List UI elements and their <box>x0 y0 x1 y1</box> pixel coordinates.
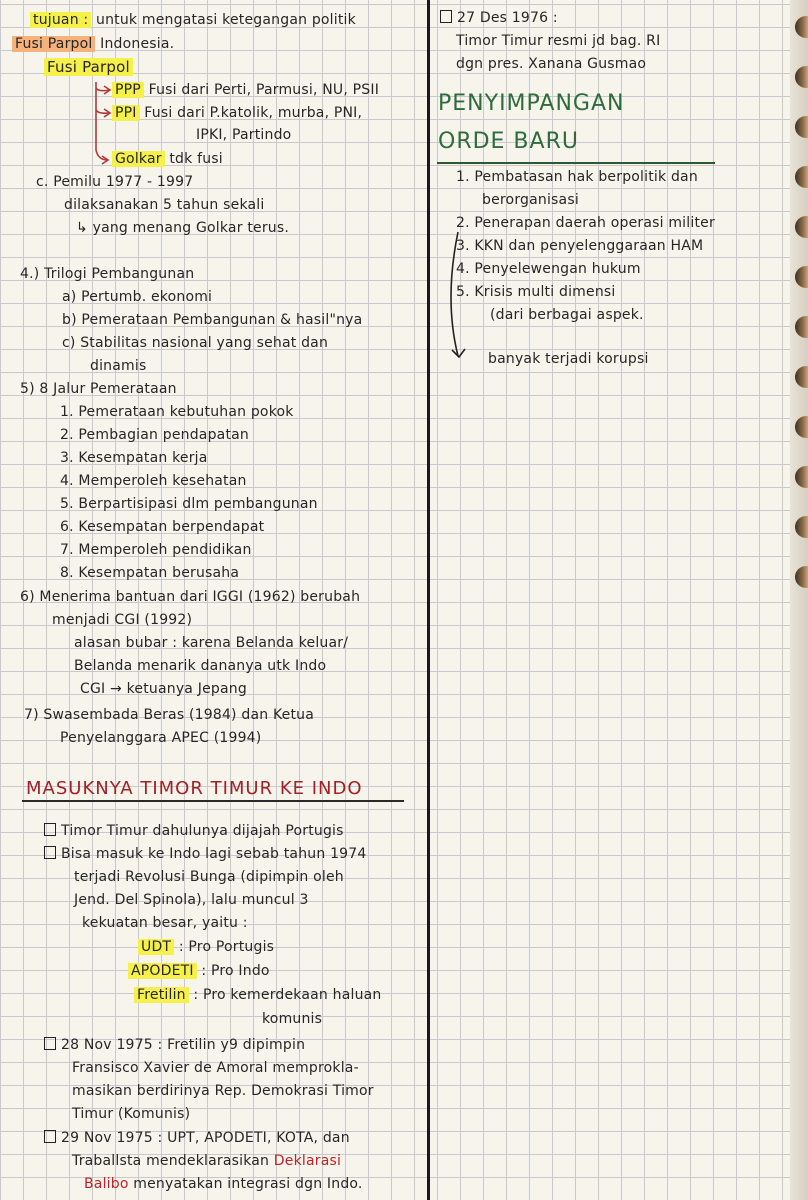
bantuan-line-4: Belanda menarik dananya utk Indo <box>74 658 327 674</box>
nov29-line-2: Traballsta mendeklarasikan Deklarasi <box>72 1153 342 1169</box>
bantuan-line-5: CGI → ketuanya Jepang <box>80 681 247 697</box>
bantuan-line-1: 6) Menerima bantuan dari IGGI (1962) berubah <box>20 589 361 605</box>
udt-label: UDT <box>138 939 174 955</box>
checkbox-icon <box>44 823 56 836</box>
timor-item-2-cont: kekuatan besar, yaitu : <box>82 915 248 931</box>
nov29-line-3: Balibo menyatakan integrasi dgn Indo. <box>84 1176 363 1192</box>
trilogi-item: c) Stabilitas nasional yang sehat dan <box>62 335 329 351</box>
golkar-text: tdk fusi <box>169 151 223 167</box>
des27-item: 27 Des 1976 : <box>440 9 558 27</box>
nov28-cont: Timur (Komunis) <box>72 1106 191 1122</box>
jalur-item: 7. Memperoleh pendidikan <box>60 542 252 558</box>
fretilin-text: : Pro kemerdekaan haluan <box>193 987 382 1003</box>
swasembada-line-2: Penyelanggara APEC (1994) <box>60 730 262 746</box>
trilogi-item: a) Pertumb. ekonomi <box>62 289 213 305</box>
penyimpangan-title: PENYIMPANGAN <box>438 91 625 116</box>
bantuan-line-2: menjadi CGI (1992) <box>52 612 193 628</box>
apodeti-label: APODETI <box>128 963 197 979</box>
golkar-label: Golkar <box>112 151 165 167</box>
penyimpangan-item: 4. Penyelewengan hukum <box>456 261 641 277</box>
fusi-heading: Fusi Parpol <box>44 58 133 76</box>
fretilin-line <box>134 986 382 1004</box>
penyimpangan-item: 5. Krisis multi dimensi <box>456 284 616 300</box>
pemilu-line-2: dilaksanakan 5 tahun sekali <box>64 197 265 213</box>
nov29-item: 29 Nov 1975 : UPT, APODETI, KOTA, dan <box>44 1129 350 1147</box>
pemilu-line-3: ↳ yang menang Golkar terus. <box>76 220 289 236</box>
timor-section-title: MASUKNYA TIMOR TIMUR KE INDO <box>26 778 363 799</box>
ppp-label: PPP <box>112 82 144 98</box>
timor-item-2-cont: terjadi Revolusi Bunga (dipimpin oleh <box>74 869 344 885</box>
penyimpangan-item: 1. Pembatasan hak berpolitik dan <box>456 169 698 185</box>
jalur-item: 3. Kesempatan kerja <box>60 450 208 466</box>
apodeti-text: : Pro Indo <box>201 963 270 979</box>
checkbox-icon <box>440 10 452 23</box>
balibo-text: Balibo <box>84 1176 129 1192</box>
des27-cont: Timor Timur resmi jd bag. RI <box>456 33 661 49</box>
fretilin-label: Fretilin <box>134 987 189 1003</box>
tujuan-text: untuk mengatasi ketegangan politik <box>96 12 356 28</box>
deklarasi-text: Deklarasi <box>273 1153 342 1169</box>
ppp-line <box>112 81 379 99</box>
trilogi-title: 4.) Trilogi Pembangunan <box>20 266 195 282</box>
jalur-title: 5) 8 Jalur Pemerataan <box>20 381 177 397</box>
timor-item-2-cont: Jend. Del Spinola), lalu muncul 3 <box>74 892 309 908</box>
nov28-cont: masikan berdirinya Rep. Demokrasi Timor <box>72 1083 374 1099</box>
checkbox-icon <box>44 846 56 859</box>
orde-baru-title: ORDE BARU <box>438 129 579 154</box>
jalur-item: 8. Kesempatan berusaha <box>60 565 240 581</box>
title-underline <box>437 162 715 164</box>
trilogi-item-cont: dinamis <box>90 358 147 374</box>
jalur-item: 5. Berpartisipasi dlm pembangunan <box>60 496 318 512</box>
penyimpangan-item: 2. Penerapan daerah operasi militer <box>456 215 715 231</box>
bantuan-line-3: alasan bubar : karena Belanda keluar/ <box>74 635 349 651</box>
penyimpangan-item: 3. KKN dan penyelenggaraan HAM <box>456 238 704 254</box>
nov28-cont: Fransisco Xavier de Amoral memprokla- <box>72 1060 359 1076</box>
fretilin-cont: komunis <box>262 1011 323 1027</box>
checkbox-icon <box>44 1130 56 1143</box>
apodeti-line <box>128 962 270 980</box>
jalur-item: 2. Pembagian pendapatan <box>60 427 249 443</box>
checkbox-icon <box>44 1037 56 1050</box>
ppp-text: Fusi dari Perti, Parmusi, NU, PSII <box>148 82 380 98</box>
timor-item-1: Timor Timur dahulunya dijajah Portugis <box>44 822 344 840</box>
jalur-item: 4. Memperoleh kesehatan <box>60 473 247 489</box>
udt-line <box>138 938 274 956</box>
penyimpangan-item: berorganisasi <box>482 192 579 208</box>
jalur-item: 1. Pemerataan kebutuhan pokok <box>60 404 294 420</box>
page-divider <box>427 0 430 1200</box>
ppi-label: PPI <box>112 105 140 121</box>
korupsi-note: banyak terjadi korupsi <box>488 351 649 367</box>
ppi-text-cont: IPKI, Partindo <box>196 127 292 143</box>
tujuan-label: tujuan : <box>30 12 91 28</box>
trilogi-item: b) Pemerataan Pembangunan & hasil"nya <box>62 312 363 328</box>
indonesia-text: Indonesia. <box>100 36 175 52</box>
ppi-text: Fusi dari P.katolik, murba, PNI, <box>144 105 363 121</box>
jalur-item: 6. Kesempatan berpendapat <box>60 519 265 535</box>
penyimpangan-item: (dari berbagai aspek. <box>490 307 644 323</box>
udt-text: : Pro Portugis <box>178 939 275 955</box>
fusi-label: Fusi Parpol <box>12 36 95 52</box>
golkar-line <box>112 150 223 168</box>
des27-cont: dgn pres. Xanana Gusmao <box>456 56 647 72</box>
timor-item-2: Bisa masuk ke Indo lagi sebab tahun 1974 <box>44 845 367 863</box>
ppi-line <box>112 104 362 122</box>
fusi-line <box>12 35 174 53</box>
tujuan-line <box>30 11 356 29</box>
nov28-item: 28 Nov 1975 : Fretilin y9 dipimpin <box>44 1036 305 1054</box>
pemilu-line-1: c. Pemilu 1977 - 1997 <box>36 174 194 190</box>
swasembada-line-1: 7) Swasembada Beras (1984) dan Ketua <box>24 707 314 723</box>
timor-title-underline <box>22 800 404 802</box>
